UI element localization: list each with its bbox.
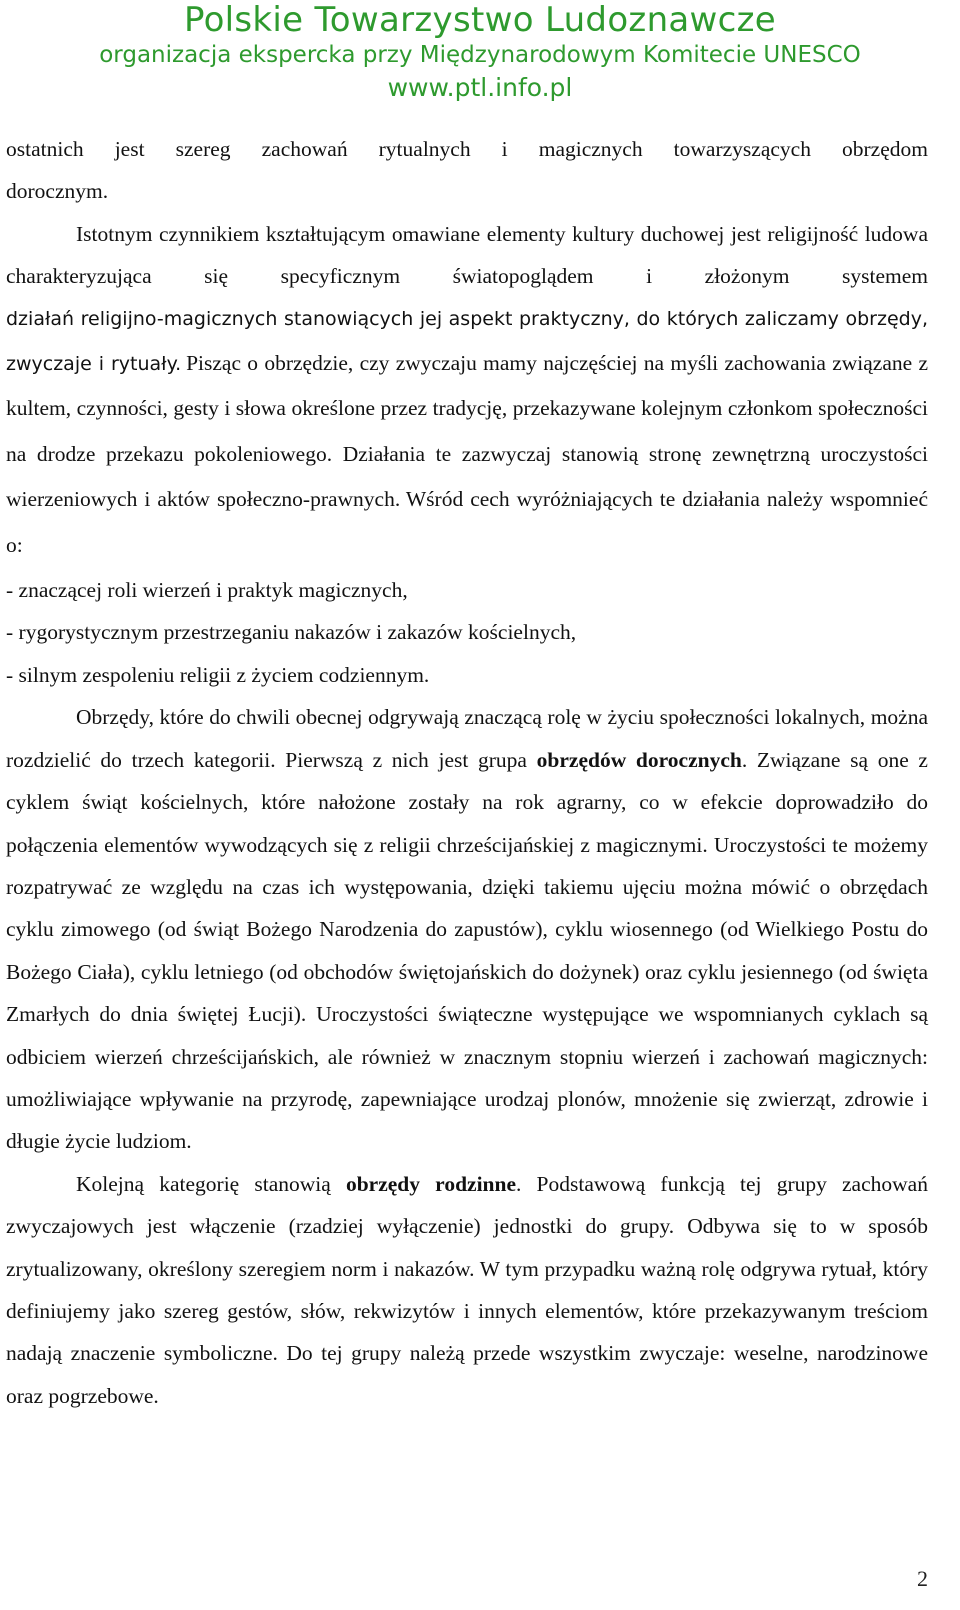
- organization-url[interactable]: www.ptl.info.pl: [387, 73, 573, 102]
- list-item: - rygorystycznym przestrzeganiu nakazów i zakazów kościelnych,: [6, 620, 577, 645]
- paragraph-2-intro: Istotnym czynnikiem kształtującym omawiane elementy kultury duchowej jest religijność ludowa charakteryzująca się specyficznym światopoglądem i złożonym systemem: [6, 221, 928, 289]
- paragraph-2-lead-in: Wśród cech wyróżniających te działania należy wspomnieć o:: [6, 487, 928, 557]
- term-family-rituals: obrzędy rodzinne: [345, 1171, 517, 1196]
- term-annual-rituals: obrzędów dorocznych: [536, 747, 742, 772]
- paragraph-1-line-2: dorocznym.: [6, 179, 109, 204]
- list-item: - silnym zespoleniu religii z życiem codziennym.: [6, 662, 430, 687]
- paragraph-4-text-a: Kolejną kategorię stanowią: [76, 1171, 346, 1196]
- page-number: 2: [917, 1566, 928, 1591]
- paragraph-2-sans-text: działań religijno-magicznych stanowiących jej aspekt praktyczny, do których zaliczamy obrzędy, zwyczaje i rytuały.: [6, 307, 928, 376]
- paragraph-3-text-c: . Związane są one z cyklem świąt kościelnych, które nałożone zostały na rok agrarny, co w efekcie doprowadziło do połączenia elementów wywodzących się z religii chrześcijańskiej z magicznymi. Uroczystości te możemy rozpatrywać ze względu na czas ich występowania, dzięki takiemu ujęciu można mówić o obrzędach cyklu zimowego (od świąt Bożego Narodzenia do zapustów), cyklu wiosennego (od Wielkiego Postu do Bożego Ciała), cyklu letniego (od obchodów świętojańskich do dożynek) oraz cyklu jesiennego (od święta Zmarłych do dnia świętej Łucji). Uroczystości świąteczne występujące we wspomnianych cyklach są odbiciem wierzeń chrześcijańskich, ale również w znacznym stopniu wierzeń i zachowań magicznych: umożliwiające wpływanie na przyrodę, zapewniające urodzaj plonów, mnożenie się zwierząt, zdrowie i długie życie ludziom.: [6, 747, 928, 1154]
- paragraph-2-serif-text: Pisząc o obrzędzie, czy zwyczaju mamy najczęściej na myśli zachowania związane z kultem, czynności, gesty i słowa określone przez tradycję, przekazywane kolejnym członkom społeczności na drodze przekazu pokoleniowego. Działania te zazwyczaj stanowią stronę zewnętrzną uroczystości wierzeniowych i aktów społeczno-prawnych.: [6, 351, 929, 512]
- organization-subtitle: organizacja ekspercka przy Międzynarodowym Komitecie UNESCO: [99, 42, 861, 68]
- list-item: - znaczącej roli wierzeń i praktyk magicznych,: [6, 578, 408, 603]
- paragraph-family-rituals: [6, 1163, 928, 1417]
- paragraph-2-body: [6, 298, 928, 569]
- organization-title: Polskie Towarzystwo Ludoznawcze: [183, 0, 777, 40]
- paragraph-4-text-c: . Podstawową funkcją tej grupy zachowań zwyczajowych jest włączenie (rzadziej wyłączenie) jednostki do grupy. Odbywa się to w sposób zrytualizowany, określony szeregiem norm i nakazów. W tym przypadku ważną rolę odgrywa rytuał, który definiujemy jako szereg gestów, słów, rekwizytów i innych elementów, które przekazywanym treściom nadają znaczenie symboliczne. Do tej grupy należą przede wszystkim zwyczaje: weselne, narodzinowe oraz pogrzebowe.: [6, 1171, 928, 1408]
- paragraph-annual-rituals: [6, 696, 928, 1162]
- paragraph-1-line-1: ostatnich jest szereg zachowań rytualnych i magicznych towarzyszących obrzędom: [6, 137, 928, 161]
- paragraph-3-text-a: Obrzędy, które do chwili obecnej odgrywają znaczącą rolę w życiu społeczności lokalnych, można rozdzielić do trzech kategorii. Pierwszą z nich jest grupa: [6, 705, 928, 772]
- document-body: [6, 128, 928, 1417]
